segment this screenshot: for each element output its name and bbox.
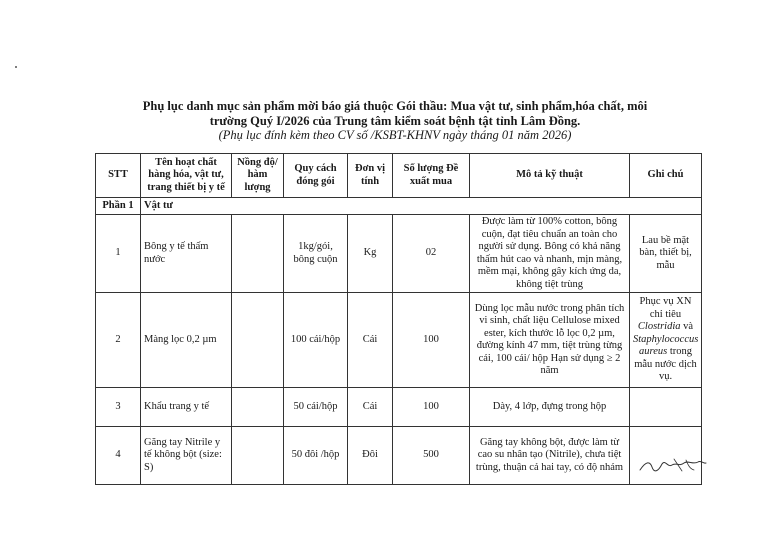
header-spec: Mô tả kỹ thuật [470, 154, 630, 198]
document-title: Phụ lục danh mục sản phẩm mời báo giá thuộc Gói thầu: Mua vật tư, sinh phẩm,hóa chất, môi trường Quý I/2026 của Trung tâm kiểm soát bệnh tật tỉnh Lâm Đồng. [142, 99, 648, 128]
note-organism: Clostridia [637, 321, 681, 333]
header-note: Ghi chú [630, 154, 702, 198]
note-text: Phục vụ XN chỉ tiêu [639, 296, 692, 320]
row-unit: Cái [348, 388, 393, 427]
note-text: trong mẫu nước dịch vụ. [634, 346, 697, 383]
row-quantity: 500 [393, 427, 470, 485]
row-concentration [232, 427, 284, 485]
row-concentration [232, 388, 284, 427]
row-spec: Được làm từ 100% cotton, bông cuộn, đạt tiêu chuẩn an toàn cho người sử dụng. Bông có khả năng thấm hút cao và nhanh, mịn màng, mềm mại, không gây kích ứng da, không tiệt trùng [470, 215, 630, 293]
product-table [95, 153, 702, 485]
row-note [630, 388, 702, 427]
table-row [96, 293, 702, 388]
header-concentration: Nồng độ/ hàm lượng [232, 154, 284, 198]
table-header-row [96, 154, 702, 198]
table-row [96, 427, 702, 485]
header-quantity: Số lượng Đề xuất mua [393, 154, 470, 198]
note-text: và [680, 321, 694, 333]
row-unit: Đôi [348, 427, 393, 485]
row-packaging: 50 cái/hộp [284, 388, 348, 427]
note-organism: Staphylococcus aureus [633, 333, 699, 358]
row-concentration [232, 293, 284, 388]
row-stt: 4 [96, 427, 141, 485]
row-name: Găng tay Nitrile y tế không bột (size: S) [141, 427, 232, 485]
row-stt: 1 [96, 215, 141, 293]
section-code: Phần 1 [96, 198, 141, 215]
row-concentration [232, 215, 284, 293]
scan-speck [15, 66, 17, 68]
table-row [96, 388, 702, 427]
row-name: Màng lọc 0,2 µm [141, 293, 232, 388]
row-stt: 2 [96, 293, 141, 388]
row-packaging: 100 cái/hộp [284, 293, 348, 388]
row-name: Khẩu trang y tế [141, 388, 232, 427]
row-stt: 3 [96, 388, 141, 427]
row-unit: Cái [348, 293, 393, 388]
row-spec: Dùng lọc mẫu nước trong phân tích vi sinh, chất liệu Cellulose mixed ester, kích thước lỗ lọc 0,2 µm, đường kính 47 mm, tiệt trùng từng cái, 100 cái/ hộp Hạn sử dụng ≥ 2 năm [470, 293, 630, 388]
row-packaging: 1kg/gói, bông cuộn [284, 215, 348, 293]
header-packaging: Quy cách đóng gói [284, 154, 348, 198]
document-subtitle: (Phụ lục đính kèm theo CV số /KSBT-KHNV ngày tháng 01 năm 2026) [218, 128, 572, 142]
row-spec: Dày, 4 lớp, đựng trong hộp [470, 388, 630, 427]
header-stt: STT [96, 154, 141, 198]
row-quantity: 100 [393, 388, 470, 427]
row-name: Bông y tế thấm nước [141, 215, 232, 293]
row-quantity: 100 [393, 293, 470, 388]
section-row [96, 198, 702, 215]
row-note: Lau bề mặt bàn, thiết bị, mẫu [630, 215, 702, 293]
header-name: Tên hoạt chất hàng hóa, vật tư, trang thiết bị y tế [141, 154, 232, 198]
table-row [96, 215, 702, 293]
row-quantity: 02 [393, 215, 470, 293]
row-unit: Kg [348, 215, 393, 293]
initials-signature [638, 455, 708, 475]
row-packaging: 50 đôi /hộp [284, 427, 348, 485]
row-spec: Găng tay không bột, được làm từ cao su nhân tạo (Nitrile), chưa tiệt trùng, thuận cả hai tay, có độ nhám [470, 427, 630, 485]
header-unit: Đơn vị tính [348, 154, 393, 198]
section-label: Vật tư [141, 198, 702, 215]
row-note [630, 293, 702, 388]
